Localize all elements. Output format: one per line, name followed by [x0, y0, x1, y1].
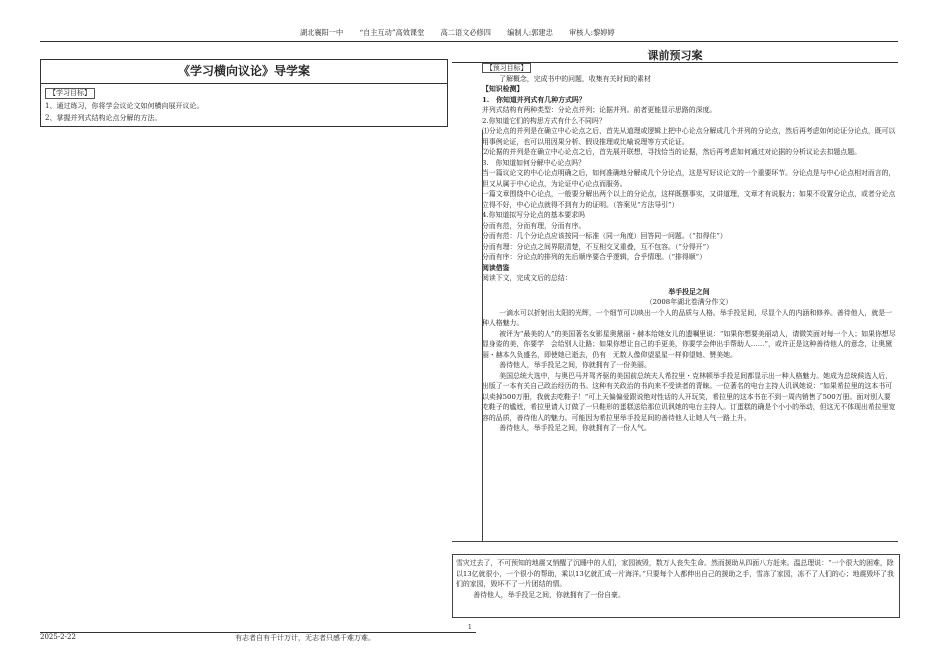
essay-paragraph: 被评为“最美的人”的美国著名女影星奥黛丽・赫本给她女儿的遗嘱里说：“如果你想要美丽动人，请微笑面对每一个人；如果你想尽显身姿的美，你要学 会给别人让路；如果你想让自己的手更美，你要学会伸出手帮助人……”，或许正是这种善待他人的意念，让奥黛丽・赫本久负盛名，即使她已逝去，仍有 无数人像仰望星星一样仰望她、赞美她。 [482, 329, 896, 359]
footer-date: 2025-2-22 [40, 633, 76, 641]
guide-box [40, 59, 448, 127]
page-number: 1 [468, 624, 472, 631]
page-header [300, 28, 629, 38]
essay-continuation-box [452, 554, 900, 618]
header-rule [40, 41, 898, 42]
preview-title: 课前预习案 [647, 49, 703, 62]
answer: 并列式结构有两种类型：分论点并列；论据并列。前者更能显示思路的深度。 [482, 106, 717, 114]
header-course: 高二语文必修四 [440, 28, 491, 37]
essay-subtitle: （2008年湖北卷满分作文） [645, 298, 733, 306]
instruction: 阅读下文，完成文后的总结： [482, 274, 572, 282]
section-heading: 【知识检测】 [482, 85, 524, 93]
essay-paragraph: 一滴水可以折射出太阳的光辉，一个细节可以映出一个人的品质与人格。举手投足间，尽显个人的内涵和修养。善待他人，就是一种人格魅力。 [482, 308, 893, 327]
preview-content [482, 63, 896, 434]
essay-paragraph: 雪灾过去了，不可预知的地震又悄醒了沉睡中的人们，家园被毁，数万人丧失生命。然而援助从四面八方赶来。温总理说：“一个很大的困难，除以13亿就很小，一个很小的帮助，乘以13亿就汇成一片海洋。”只要每个人都伸出自己的援助之手，雪冻了家园，冻不了人们的心；地震毁坏了我们的家园，毁坏不了一片团结的情。 [456, 559, 894, 588]
section-heading: 阅读借鉴 [482, 263, 510, 272]
question: 4.你知道拟写分论点的基本要求吗 [482, 211, 586, 219]
question: 3. 你知道如何分解中心论点吗？ [482, 158, 586, 167]
footer-quote: 有志者自有千计万计，无志者只感千难万难。 [235, 634, 375, 642]
essay-title: 举手投足之间 [668, 287, 710, 296]
goal-item: 2、掌握并列式结构论点分解的方法。 [45, 114, 162, 122]
essay-paragraph: 善待他人，举手投足之间，你就拥有了一份美丽。 [499, 361, 651, 369]
header-project: “自主互动”高效课堂 [359, 28, 425, 37]
goal-item: 1、通过练习，你将学会议论文如何横向展开议论。 [45, 102, 204, 110]
essay-paragraph: 美国总统大选中，与奥巴马并驾齐驱的美国前总统夫人希拉里・克林顿举手投足间都显示出一种人格魅力。她成为总统候选人后，出版了一本有关自己政治经历的书。这种有关政治的书向来不受读者的青睐。一位著名的电台主持人讥讽她说：“如果希拉里的这本书可以卖掉500万册，我就去吃鞋子！”可上天偏偏爱跟说绝对性话的人开玩笑，希拉里的这本书在不到一周内销售了500万册。面对别人要吃鞋子的尴尬，希拉里请人订做了一只鞋形的蛋糕送给那位讥讽她的电台主持人。订蛋糕的确是个小小的举动，但这无不体现出希拉里宽容的品质，善待他人的魅力。可能因为希拉里举手投足间的善待他人让她人气一路上升。 [482, 371, 896, 422]
answer: 分而有理：分论点之间界限清楚，不互相交叉重叠，互不包容。（“分得开”） [482, 242, 713, 251]
content-left-rule [482, 130, 483, 541]
header-reviewer: 审核人:黎婷婷 [569, 28, 615, 37]
content-bottom-rule [452, 541, 898, 542]
answer: 分而有范，分而有理，分而有序。 [482, 221, 586, 230]
answer: ⑴分论点的并列是在确立中心论点之后，首先从道理或逻辑上把中心论点分解成几个并列的分论点，然后再考虑如何论证分论点，既可以用事例论证，也可以用因果分析、假设推理或比喻说理等方式论证。 [482, 127, 896, 146]
goal-tag: 【学习目标】 [45, 88, 95, 99]
header-author: 编制人:郭建忠 [507, 28, 553, 37]
answer: 分而有范：几个分论点应该按同一标准（同一角度）回答同一问题。（“扣得住”） [482, 232, 727, 240]
essay-paragraph: 善待他人，举手投足之间，你就拥有了一份人气。 [499, 424, 651, 432]
answer: 当一篇议论文的中心论点明确之后，如何准确地分解成几个分论点，这是写好议论文的一个重要环节。分论点是与中心论点相对而言的，但又从属于中心论点，为论证中心论点而服务。 [482, 169, 896, 188]
guide-title: 《学习横向议论》导学案 [41, 60, 447, 84]
preview-goal-text: 了解概念，完成书中的问题，收集有关时间的素材 [499, 74, 651, 83]
essay-paragraph: 善待他人，举手投足之间，你就拥有了一份自豪。 [473, 590, 625, 599]
answer: 分而有序：分论点的排列的先后顺序要合乎逻辑，合乎情理。（“排得顺”） [482, 253, 707, 261]
answer: ⑵论据的并列是在确立中心论点之后，首先展开联想，寻找恰当的论据，然后再考虑如何通过对论据的分析议论去扣题点题。 [482, 148, 861, 156]
question: 1. 你知道并列式有几种方式吗？ [482, 95, 586, 104]
answer: 一篇文章围绕中心论点，一般要分解出两个以上的分论点，这样既摆事实，又讲道理，文章才有说服力；如果不设置分论点，或者分论点立得不好，中心论点就得不到有力的证明。（答案见“方法导引”） [482, 190, 896, 209]
preview-goal-tag: 【预习目标】 [482, 63, 531, 73]
question: 2.你知道它们的构思方式有什么不同吗？ [482, 116, 606, 125]
header-school: 湖北襄阳一中 [300, 28, 344, 37]
